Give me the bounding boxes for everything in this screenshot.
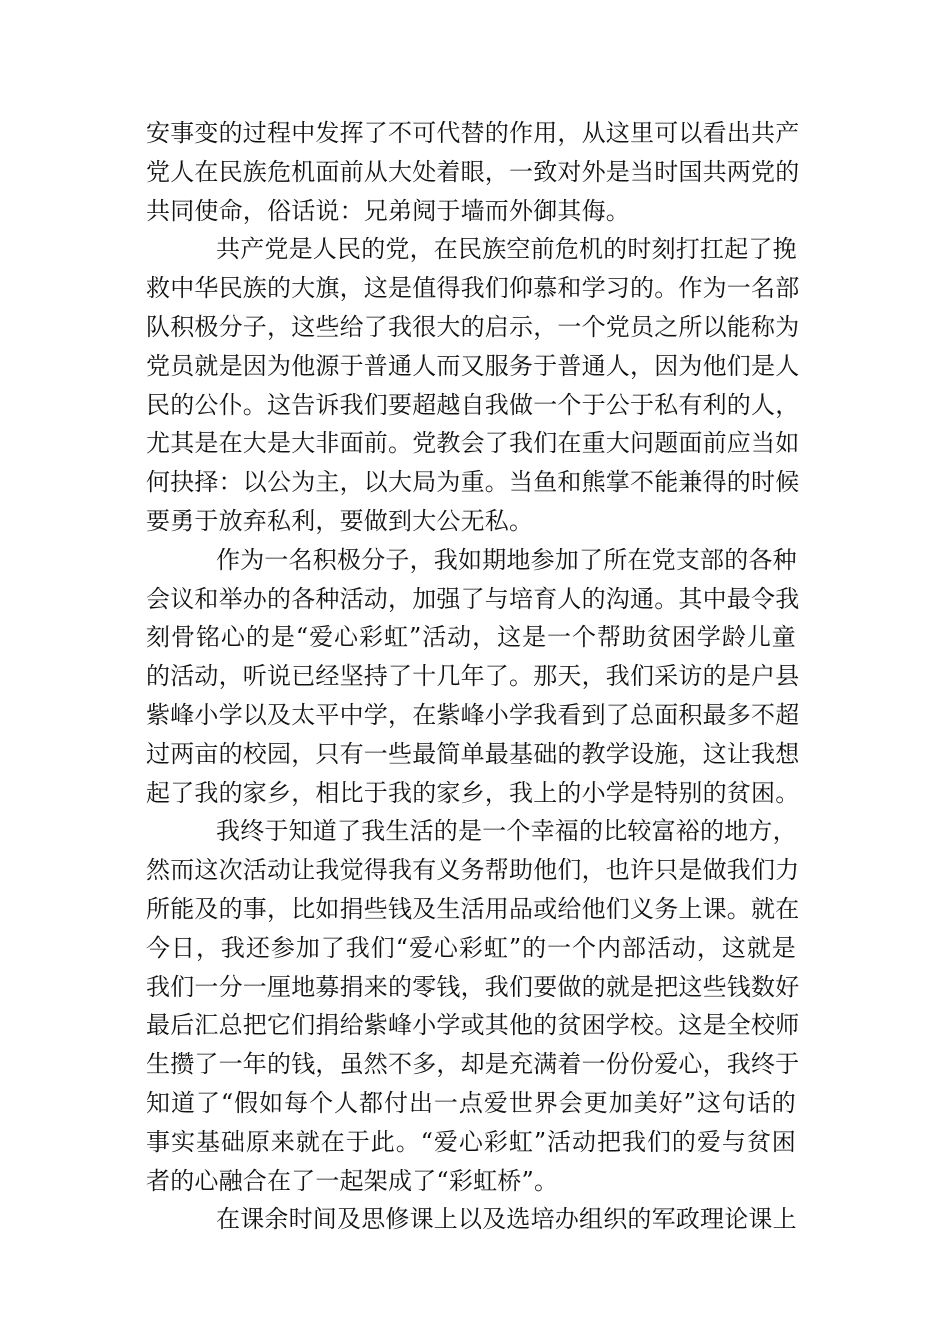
text-line: 党人在民族危机面前从大处着眼，一致对外是当时国共两党的 [146,157,800,186]
text-line: 事实基础原来就在于此。“爱心彩虹”活动把我们的爱与贫困 [146,1127,796,1156]
text-line: 今日，我还参加了我们“爱心彩虹”的一个内部活动，这就是 [146,933,796,962]
text-line: 在课余时间及思修课上以及选培办组织的军政理论课上 [216,1205,797,1234]
text-line: 党员就是因为他源于普通人而又服务于普通人，因为他们是人 [146,351,800,380]
text-line: 共产党是人民的党，在民族空前危机的时刻打扛起了挽 [216,235,797,264]
text-line: 所能及的事，比如捐些钱及生活用品或给他们义务上课。就在 [146,894,800,923]
text-line: 刻骨铭心的是“爱心彩虹”活动，这是一个帮助贫困学龄儿童 [146,623,796,652]
text-line: 安事变的过程中发挥了不可代替的作用，从这里可以看出共产 [146,119,800,147]
text-line: 尤其是在大是大非面前。党教会了我们在重大问题面前应当如 [146,429,800,458]
text-line: 紫峰小学以及太平中学，在紫峰小学我看到了总面积最多不超 [146,700,800,729]
text-line: 我们一分一厘地募捐来的零钱，我们要做的就是把这些钱数好 [146,972,800,1001]
text-line: 作为一名积极分子，我如期地参加了所在党支部的各种 [216,545,797,574]
text-line: 我终于知道了我生活的是一个幸福的比较富裕的地方， [216,817,797,846]
text-line: 何抉择：以公为主，以大局为重。当鱼和熊掌不能兼得的时候 [146,468,800,497]
text-line: 最后汇总把它们捐给紫峰小学或其他的贫困学校。这是全校师 [146,1011,800,1040]
document-page [146,114,800,1239]
text-line: 生攒了一年的钱，虽然不多，却是充满着一份份爱心，我终于 [146,1050,800,1079]
text-line: 起了我的家乡，相比于我的家乡，我上的小学是特别的贫困。 [146,778,800,807]
text-line: 队积极分子，这些给了我很大的启示，一个党员之所以能称为 [146,312,800,341]
text-line: 的活动，听说已经坚持了十几年了。那天，我们采访的是户县 [146,662,800,691]
text-line: 知道了“假如每个人都付出一点爱世界会更加美好”这句话的 [146,1088,796,1117]
text-line: 救中华民族的大旗，这是值得我们仰慕和学习的。作为一名部 [146,274,800,303]
text-line: 会议和举办的各种活动，加强了与培育人的沟通。其中最令我 [146,584,800,613]
text-line: 者的心融合在了一起架成了“彩虹桥”。 [146,1166,559,1195]
text-line: 过两亩的校园，只有一些最简单最基础的教学设施，这让我想 [146,739,800,768]
text-line: 然而这次活动让我觉得我有义务帮助他们，也许只是做我们力 [146,856,800,885]
text-line: 要勇于放弃私利，要做到大公无私。 [146,506,534,535]
text-line: 民的公仆。这告诉我们要超越自我做一个于公于私有利的人， [146,390,800,419]
text-line: 共同使命，俗话说：兄弟阋于墙而外御其侮。 [146,196,630,225]
